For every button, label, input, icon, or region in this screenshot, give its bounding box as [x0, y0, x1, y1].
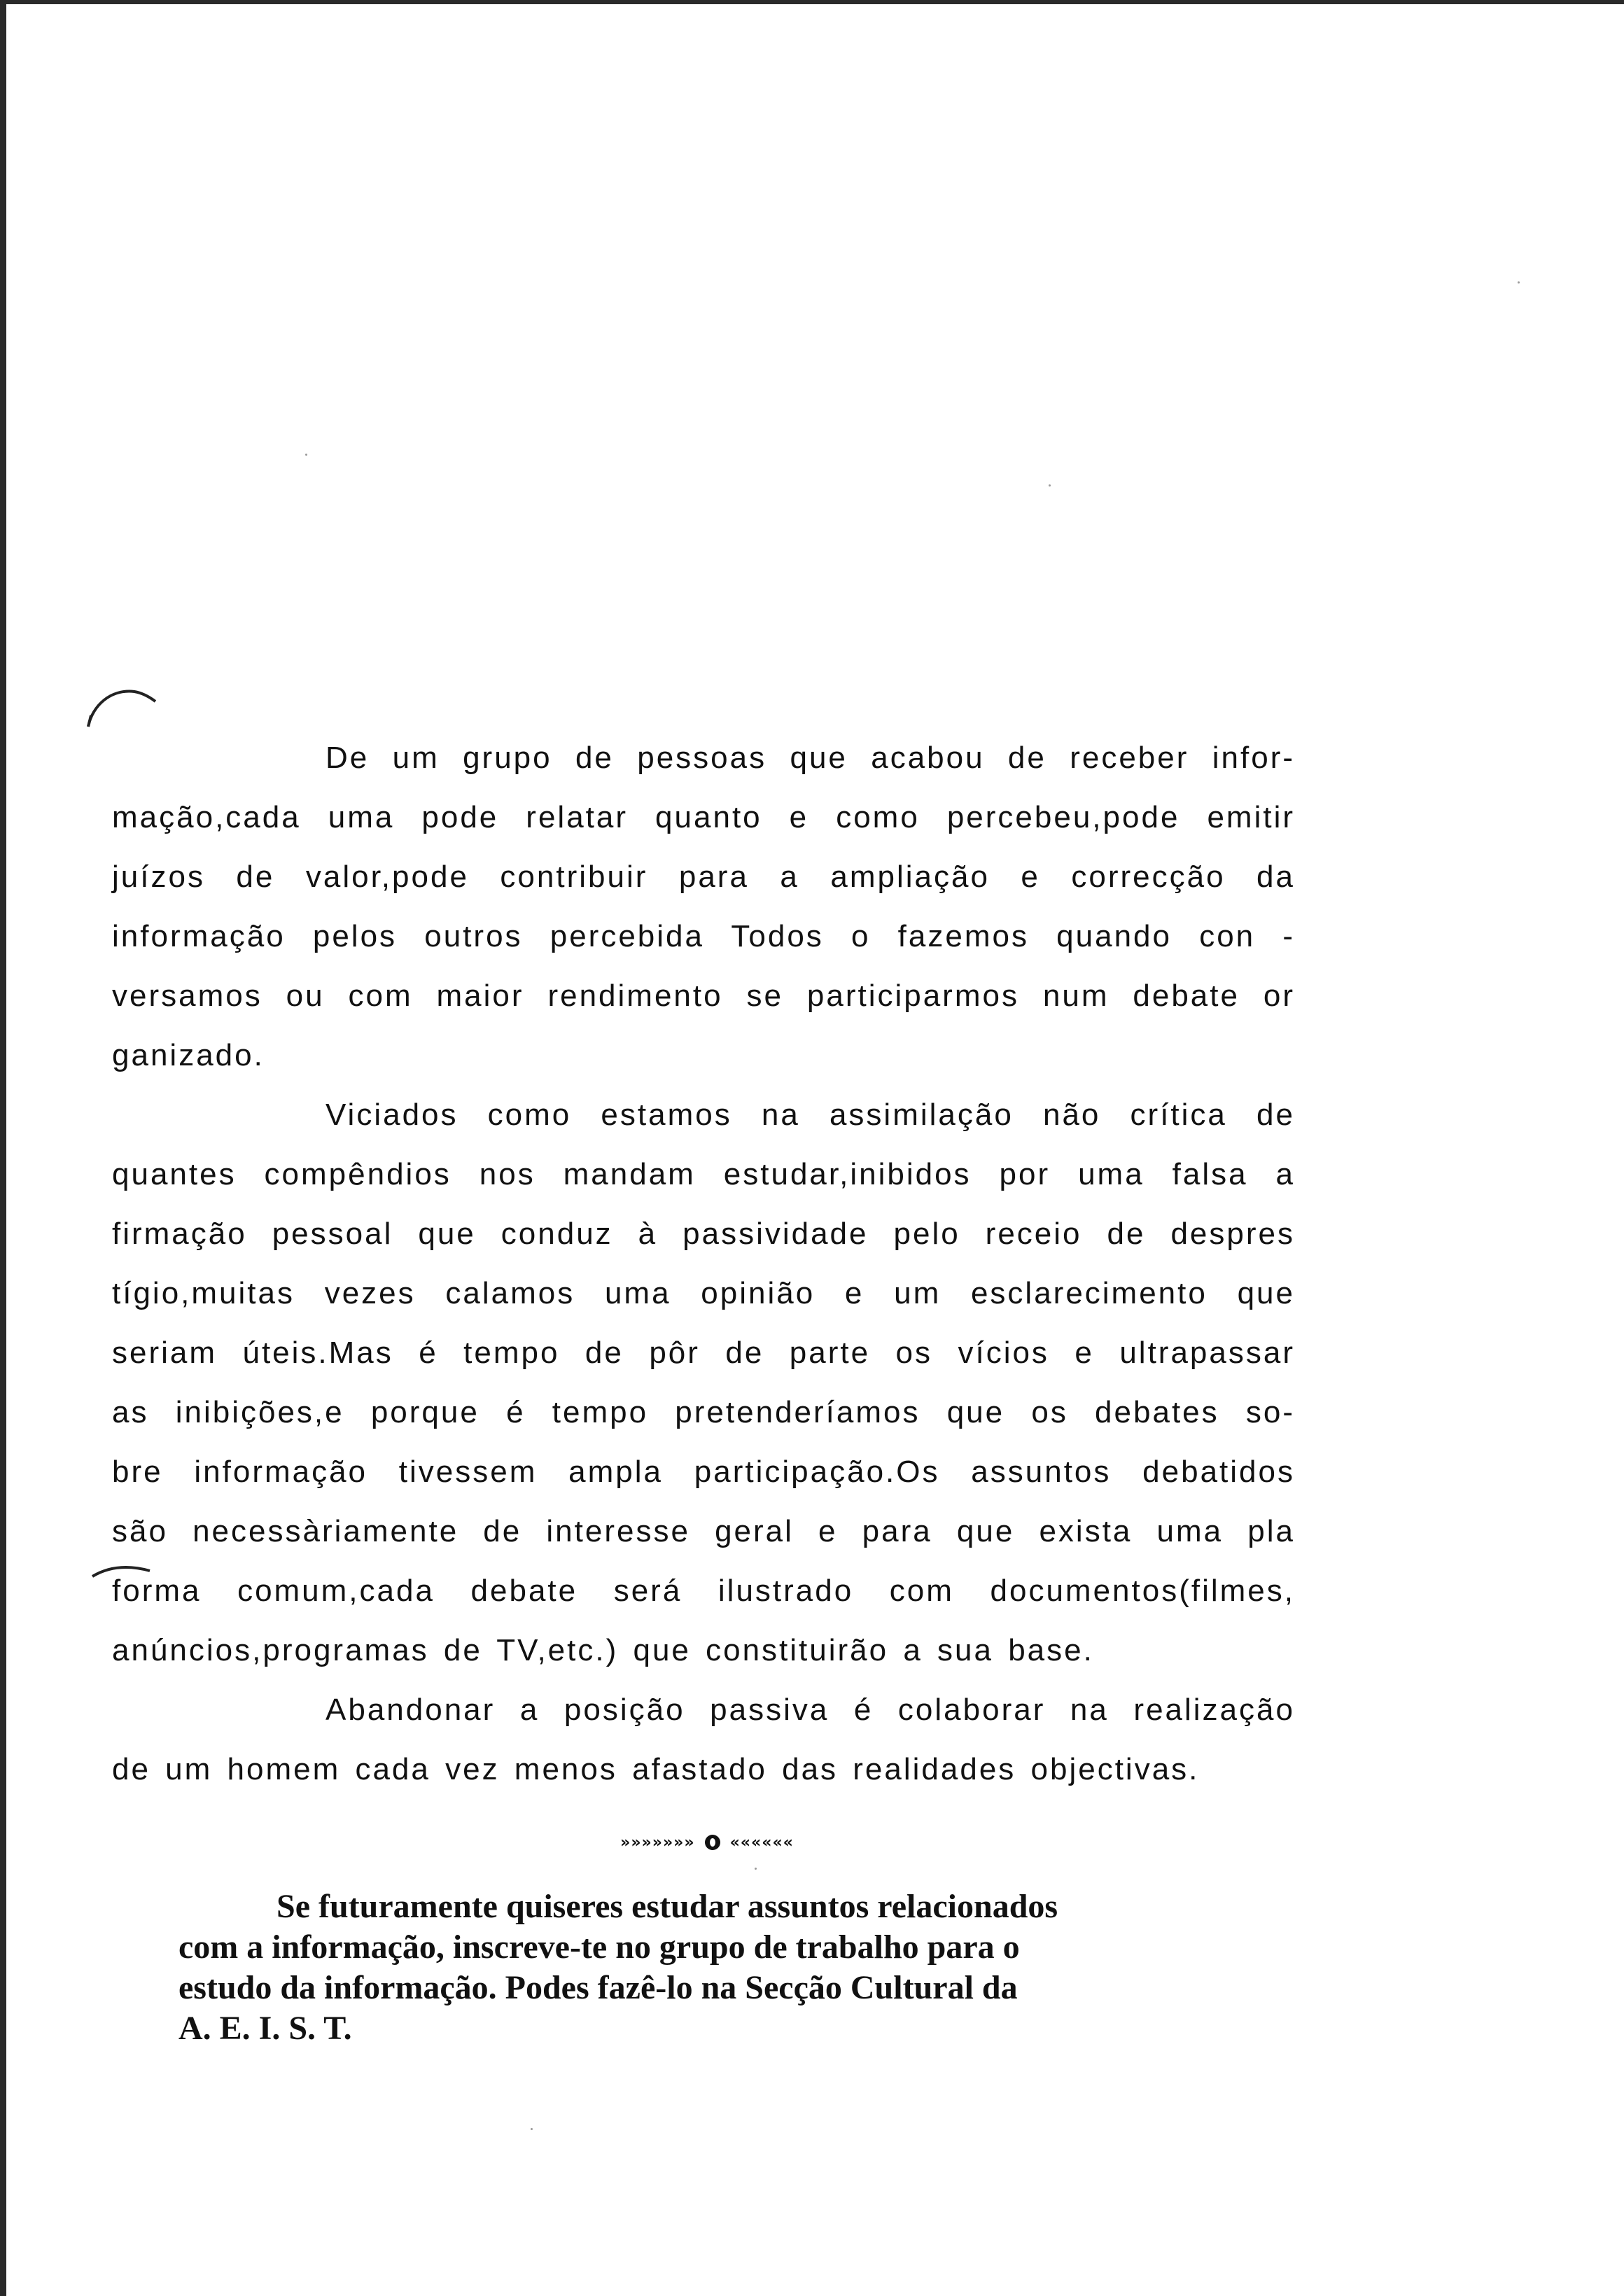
text-line: informação pelos outros percebida Todos o fazemos quando con -: [112, 919, 1295, 953]
text-line: tígio,muitas vezes calamos uma opinião e um esclarecimento que: [112, 1276, 1295, 1310]
notice-line: estudo da informação. Podes fazê-lo na Secção Cultural da: [178, 1969, 1018, 2006]
text-line: anúncios,programas de TV,etc.) que constituirão a sua base.: [112, 1633, 1094, 1667]
text-line: juízos de valor,pode contribuir para a ampliação e correcção da: [112, 860, 1295, 894]
paragraph-3: [112, 1680, 1295, 1799]
text-line: mação,cada uma pode relatar quanto e como percebeu,pode emitir: [112, 800, 1295, 834]
scan-speck: [755, 1868, 757, 1870]
separator-right-guillemets: ««««««: [729, 1833, 794, 1851]
text-line: forma comum,cada debate será ilustrado com documentos(filmes,: [112, 1574, 1295, 1608]
text-line: Abandonar a posição passiva é colaborar na realização: [326, 1693, 1295, 1727]
notice-line: A. E. I. S. T.: [178, 2010, 352, 2047]
scan-border-top: [0, 0, 1624, 4]
text-line: as inibições,e porque é tempo pretenderíamos que os debates so-: [112, 1395, 1295, 1429]
text-line: versamos ou com maior rendimento se participarmos num debate or: [112, 979, 1295, 1013]
scan-speck: [305, 454, 307, 456]
notice-line: Se futuramente quiseres estudar assuntos relacionados: [276, 1888, 1058, 1925]
section-separator: [560, 1828, 854, 1856]
text-line: firmação pessoal que conduz à passividade pelo receio de despres: [112, 1217, 1295, 1251]
text-line: quantes compêndios nos mandam estudar,inibidos por uma falsa a: [112, 1157, 1295, 1191]
separator-dot-icon: [705, 1835, 720, 1850]
text-line: de um homem cada vez menos afastado das realidades objectivas.: [112, 1752, 1200, 1786]
text-line: bre informação tivessem ampla participação.Os assuntos debatidos: [112, 1455, 1295, 1489]
paragraph-1: [112, 728, 1295, 1085]
text-line: De um grupo de pessoas que acabou de receber infor-: [326, 741, 1295, 775]
handwritten-corner-mark: [83, 679, 160, 728]
text-line: seriam úteis.Mas é tempo de pôr de parte os vícios e ultrapassar: [112, 1336, 1295, 1370]
text-line: ganizado.: [112, 1038, 265, 1072]
scan-border-left: [0, 0, 6, 2296]
scan-speck: [1049, 484, 1051, 486]
workgroup-notice: [178, 1886, 1256, 2049]
separator-left-guillemets: »»»»»»»: [620, 1833, 695, 1851]
text-line: são necessàriamente de interesse geral e para que exista uma pla: [112, 1514, 1295, 1548]
scan-speck: [531, 2128, 533, 2130]
text-line: Viciados como estamos na assimilação não crítica de: [326, 1098, 1295, 1132]
notice-line: com a informação, inscreve-te no grupo de trabalho para o: [178, 1928, 1020, 1966]
paragraph-2: [112, 1085, 1295, 1680]
scan-speck: [1518, 281, 1520, 284]
main-body-text: [112, 728, 1295, 1799]
